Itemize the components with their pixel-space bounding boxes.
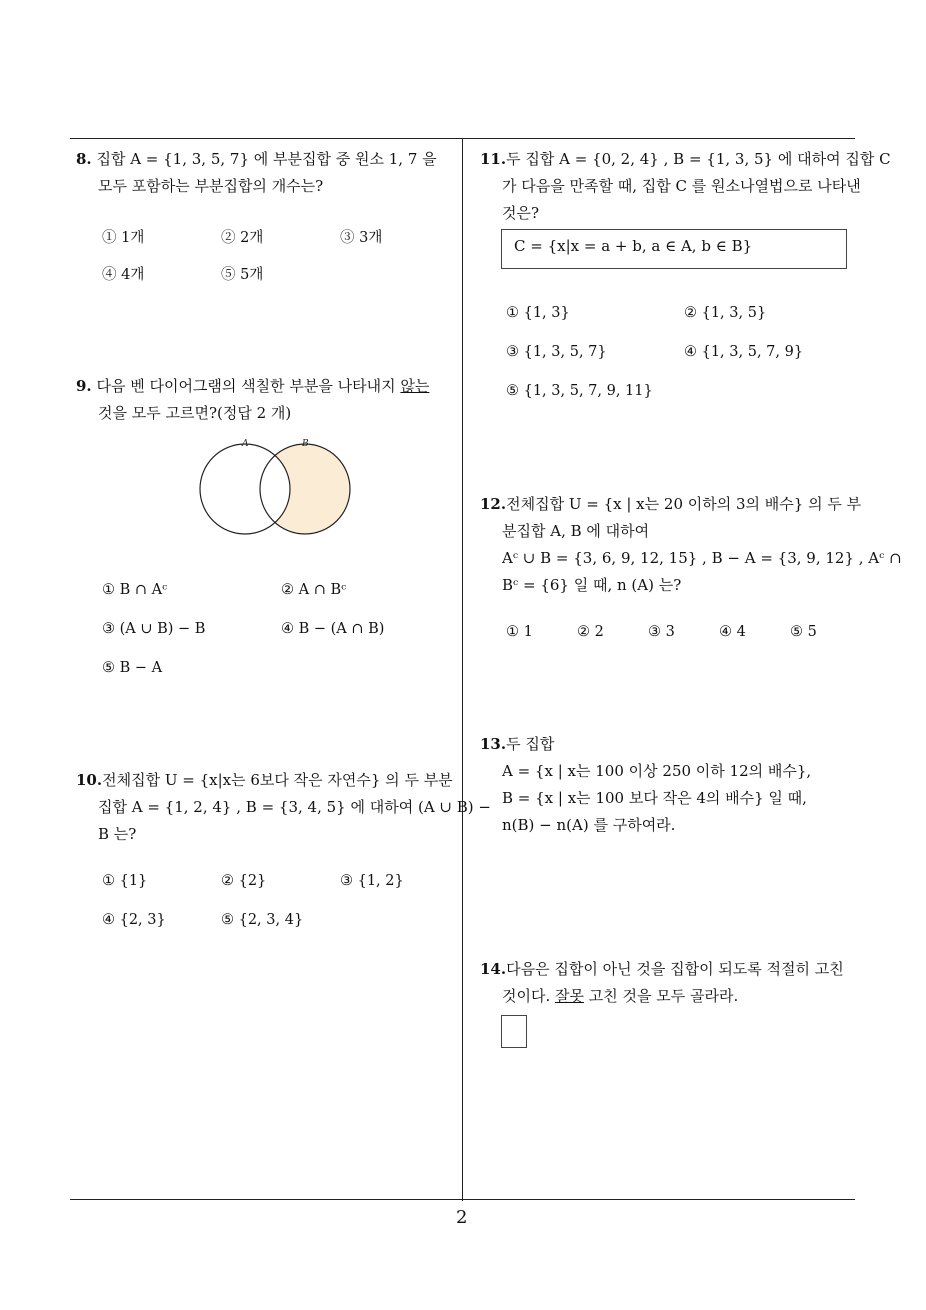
option-2[interactable]: ② 2 <box>577 624 604 640</box>
option-1[interactable]: ① B ∩ Aᶜ <box>102 582 168 598</box>
question-number: 13. <box>480 735 507 753</box>
question-number: 12. <box>480 495 507 513</box>
option-4[interactable]: ④ {2, 3} <box>102 912 166 928</box>
option-4[interactable]: ④ {1, 3, 5, 7, 9} <box>684 344 804 360</box>
option-4[interactable]: ④ 4 <box>719 624 746 640</box>
option-1[interactable]: ① 1 <box>506 624 533 640</box>
option-3[interactable]: ③ {1, 2} <box>340 873 404 889</box>
question-text: 고친 것을 모두 골라라. <box>584 987 739 1005</box>
option-4[interactable]: ④ B − (A ∩ B) <box>281 621 385 637</box>
option-5[interactable]: ⑤ 5 <box>790 624 817 640</box>
bottom-rule <box>70 1199 855 1200</box>
underlined-word: 않는 <box>400 377 430 395</box>
option-3[interactable]: ③ 3개 <box>340 230 383 246</box>
set-b-label: B <box>302 439 309 449</box>
option-3[interactable]: ③ {1, 3, 5, 7} <box>506 344 607 360</box>
question-text: n(B) − n(A) 를 구하여라. <box>502 816 676 834</box>
question-text: 분집합 A, B 에 대하여 <box>502 522 650 540</box>
question-text: 집합 A = {1, 3, 5, 7} 에 부분집합 중 원소 1, 7 을 <box>96 150 437 168</box>
question-number: 9. <box>76 377 92 395</box>
question-11 <box>480 146 891 227</box>
condition-box: C = {x|x = a + b, a ∈ A, b ∈ B} <box>501 229 847 269</box>
question-text: 것이다. <box>502 987 556 1005</box>
option-2[interactable]: ② {2} <box>221 873 267 889</box>
option-1[interactable]: ① 1개 <box>102 230 145 246</box>
question-text: 것은? <box>502 204 540 222</box>
question-number: 8. <box>76 150 92 168</box>
image-placeholder-box <box>501 1015 527 1048</box>
question-text: 두 집합 A = {0, 2, 4} , B = {1, 3, 5} 에 대하여 집합 C <box>506 150 891 168</box>
option-5[interactable]: ⑤ {2, 3, 4} <box>221 912 304 928</box>
question-text: 다음 벤 다이어그램의 색칠한 부분을 나타내지 <box>96 377 401 395</box>
set-a-label: A <box>242 439 249 449</box>
underlined-word: 잘못 <box>555 987 584 1005</box>
question-text: 집합 A = {1, 2, 4} , B = {3, 4, 5} 에 대하여 (A ∪ B) − <box>98 798 491 816</box>
question-number: 14. <box>480 960 507 978</box>
question-text: 가 다음을 만족할 때, 집합 C 를 원소나열법으로 나타낸 <box>502 177 861 195</box>
question-10 <box>76 767 491 848</box>
option-1[interactable]: ① {1, 3} <box>506 305 570 321</box>
question-text: B = {x | x는 100 보다 작은 4의 배수} 일 때, <box>502 789 807 807</box>
question-number: 10. <box>76 771 103 789</box>
question-text: 다음은 집합이 아닌 것을 집합이 되도록 적절히 고친 <box>506 960 844 978</box>
option-2[interactable]: ② 2개 <box>221 230 264 246</box>
question-text: A = {x | x는 100 이상 250 이하 12의 배수}, <box>502 762 812 780</box>
option-3[interactable]: ③ (A ∪ B) − B <box>102 621 206 637</box>
question-9 <box>76 373 461 427</box>
question-text: 두 집합 <box>506 735 555 753</box>
question-text: B 는? <box>98 825 137 843</box>
option-3[interactable]: ③ 3 <box>648 624 675 640</box>
option-5[interactable]: ⑤ B − A <box>102 660 163 676</box>
question-text: Aᶜ ∪ B = {3, 6, 9, 12, 15} , B − A = {3, 9, 12} , Aᶜ ∩ <box>502 549 902 567</box>
question-text: 전체집합 U = {x|x는 6보다 작은 자연수} 의 두 부분 <box>102 771 453 789</box>
question-13 <box>480 731 860 839</box>
option-2[interactable]: ② A ∩ Bᶜ <box>281 582 347 598</box>
option-5[interactable]: ⑤ 5개 <box>221 267 264 283</box>
question-text: 모두 포함하는 부분집합의 개수는? <box>98 177 324 195</box>
question-12 <box>480 491 902 599</box>
question-text: 전체집합 U = {x | x는 20 이하의 3의 배수} 의 두 부 <box>506 495 862 513</box>
question-text: Bᶜ = {6} 일 때, n (A) 는? <box>502 576 682 594</box>
venn-diagram <box>198 437 358 537</box>
page-number: 2 <box>456 1207 468 1228</box>
option-4[interactable]: ④ 4개 <box>102 267 145 283</box>
option-5[interactable]: ⑤ {1, 3, 5, 7, 9, 11} <box>506 383 653 399</box>
question-text: 것을 모두 고르면?(정답 2 개) <box>98 404 292 422</box>
option-2[interactable]: ② {1, 3, 5} <box>684 305 767 321</box>
question-8 <box>76 146 461 200</box>
question-14 <box>480 956 860 1010</box>
column-divider <box>462 138 463 1201</box>
question-number: 11. <box>480 150 507 168</box>
option-1[interactable]: ① {1} <box>102 873 148 889</box>
